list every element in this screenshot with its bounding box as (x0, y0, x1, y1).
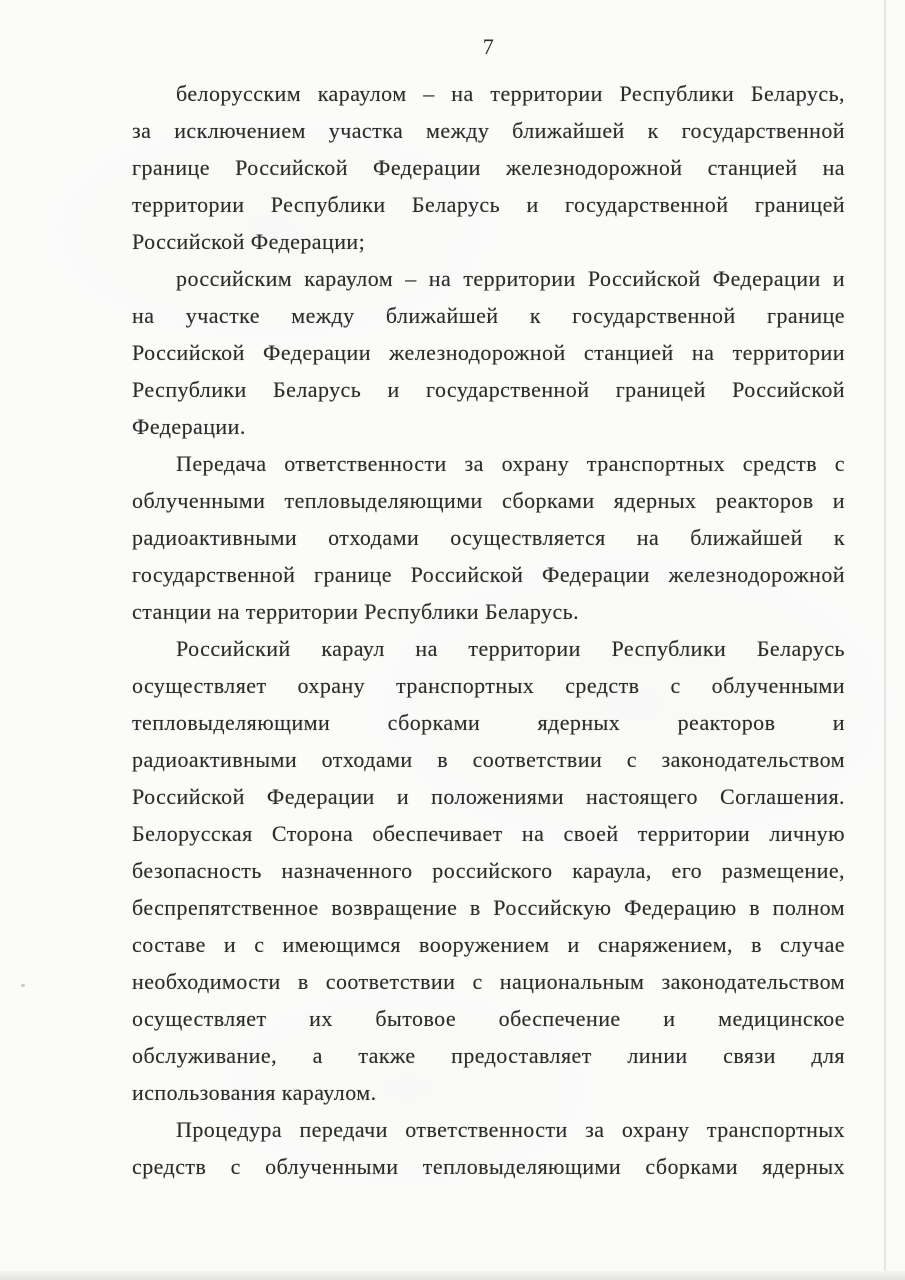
paragraph (132, 260, 845, 445)
text-line: радиоактивными отходами осуществляется на ближайшей к (132, 525, 845, 550)
text-line: необходимости в соответствии с национальным законодательством (132, 969, 845, 994)
text-line: Процедура передачи ответственности за охрану транспортных (176, 1117, 845, 1142)
page-number: 7 (482, 34, 495, 59)
text-line: государственной границе Российской Федерации железнодорожной (132, 562, 845, 587)
text-line: Российской Федерации и положениями настоящего Соглашения. (132, 784, 845, 809)
text-line: территории Республики Беларусь и государственной границей (132, 192, 845, 217)
text-line: Федерации. (132, 414, 246, 439)
paragraph (132, 75, 845, 260)
text-line: границе Российской Федерации железнодорожной станцией на (132, 155, 845, 180)
text-line: безопасность назначенного российского караула, его размещение, (132, 858, 845, 883)
text-line: Российской Федерации; (132, 229, 366, 254)
text-line: Передача ответственности за охрану транспортных средств с (176, 451, 845, 476)
text-line: использования караулом. (132, 1080, 377, 1105)
text-block (132, 28, 845, 1185)
text-line: составе и с имеющимся вооружением и снаряжением, в случае (132, 932, 845, 957)
text-line: белорусским караулом – на территории Республики Беларусь, (176, 81, 845, 106)
text-line: Республики Беларусь и государственной границей Российской (132, 377, 845, 402)
text-line: осуществляет охрану транспортных средств с облученными (132, 673, 845, 698)
text-line: облученными тепловыделяющими сборками ядерных реакторов и (132, 488, 845, 513)
text-line: за исключением участка между ближайшей к государственной (132, 118, 845, 143)
paragraph (132, 630, 845, 1111)
text-line: средств с облученными тепловыделяющими сборками ядерных (132, 1154, 845, 1179)
scan-line-artifact (884, 0, 886, 1280)
paragraph (132, 445, 845, 630)
paragraph (132, 1111, 845, 1185)
text-line: обслуживание, а также предоставляет линии связи для (132, 1043, 845, 1068)
text-line: радиоактивными отходами в соответствии с законодательством (132, 747, 845, 772)
text-line: Российский караул на территории Республики Беларусь (176, 636, 845, 661)
text-line: беспрепятственное возвращение в Российскую Федерацию в полном (132, 895, 845, 920)
text-line: Белорусская Сторона обеспечивает на своей территории личную (132, 821, 845, 846)
text-line: тепловыделяющими сборками ядерных реакторов и (132, 710, 845, 735)
text-line: российским караулом – на территории Российской Федерации и (176, 266, 845, 291)
text-line: Российской Федерации железнодорожной станцией на территории (132, 340, 845, 365)
text-line: станции на территории Республики Беларусь. (132, 599, 580, 624)
text-line: осуществляет их бытовое обеспечение и медицинское (132, 1006, 845, 1031)
scan-speck (21, 984, 25, 987)
scan-edge-shadow (0, 1271, 905, 1280)
text-line: на участке между ближайшей к государственной границе (132, 303, 845, 328)
